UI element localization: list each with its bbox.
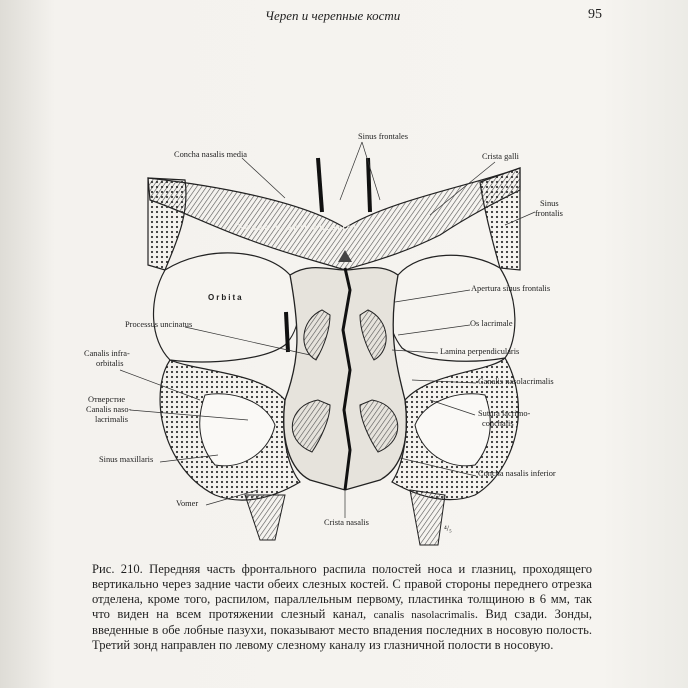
- label-canalis-infraorbitalis-line1: Canalis infra-: [84, 349, 130, 358]
- right-frontal-sinus: [480, 168, 520, 270]
- caption-text-part2: . Вид сзади. Зонды, введенные в обе лобные пазухи, показывают место впадения последних в носовую полость. Третий зонд направлен по левому слезному каналу из глазничной полости в носовую.: [92, 606, 593, 652]
- label-orbita: Orbita: [208, 293, 244, 302]
- left-alveolar-process: [245, 495, 285, 540]
- scale-ratio: ⁴/₅: [444, 524, 452, 533]
- label-crista-galli: Crista galli: [482, 152, 519, 161]
- label-concha-nasalis-inferior: Concha nasalis inferior: [478, 469, 556, 478]
- label-sinus-frontales: Sinus frontales: [358, 132, 409, 141]
- label-canalis-infraorbitalis-line2: orbitalis: [96, 359, 124, 368]
- caption-term: canalis nasolacrimalis: [373, 608, 475, 621]
- label-apertura-sinus-frontalis: Apertura sinus frontalis: [471, 284, 551, 293]
- label-sutura-line1: Sutura lacrimo-: [478, 409, 531, 418]
- left-orbit: [154, 253, 300, 362]
- label-crista-nasalis: Crista nasalis: [324, 518, 369, 527]
- label-concha-nasalis-media: Concha nasalis media: [174, 150, 248, 159]
- label-otverstie-line3: lacrimalis: [95, 415, 129, 424]
- label-otverstie-line2: Canalis naso-: [86, 405, 132, 414]
- running-head: Череп и черепные кости: [265, 8, 401, 23]
- label-sinus-frontalis-line1: Sinus: [540, 199, 559, 208]
- left-frontal-sinus: [148, 178, 186, 270]
- label-fossa-cranii-anterior: Fossa cranii anterior: [238, 223, 359, 232]
- label-sutura-line2: conchalis: [482, 419, 514, 428]
- probe-left: [318, 158, 322, 212]
- right-alveolar-process: [410, 490, 445, 545]
- label-vomer: Vomer: [176, 499, 199, 508]
- right-orbit: [388, 255, 514, 361]
- label-os-lacrimale: Os lacrimale: [470, 319, 513, 328]
- label-processus-uncinatus: Processus uncinatus: [125, 320, 193, 329]
- label-lamina-perpendicularis: Lamina perpendicularis: [440, 347, 520, 356]
- probe-lacrimal: [286, 312, 288, 352]
- label-otverstie-line1: Отверстие: [88, 395, 126, 404]
- figure-caption: [92, 562, 592, 652]
- label-canalis-nasolacrimalis: Canalis nasolacrimalis: [478, 377, 554, 386]
- label-sinus-maxillaris: Sinus maxillaris: [99, 455, 154, 464]
- nasal-cavity: [284, 268, 407, 490]
- caption-text-part1: Рис. 210. Передняя часть фронтального распила полостей носа и глазниц, проходящего вертикально через задние части обеих слезных костей. С правой стороны переднего отрезка отделена, кроме того, распилом, параллельным первому, пластинка толщиною в 6 мм, так что виден на всем протяжении слезный канал,: [92, 562, 592, 621]
- label-sinus-frontalis-line2: frontalis: [535, 209, 563, 218]
- page-number: 95: [588, 7, 602, 22]
